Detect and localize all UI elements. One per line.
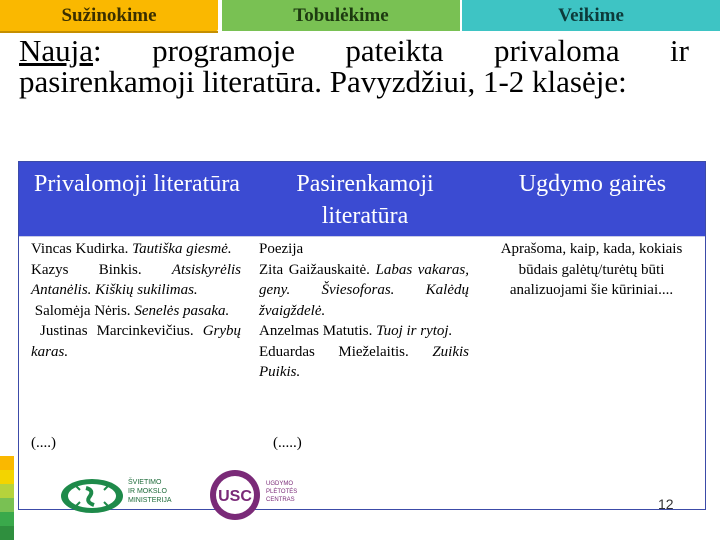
tab-label: Tobulėkime (293, 4, 389, 26)
center-logo (208, 468, 318, 524)
guidelines-text: Aprašoma, kaip, kada, kokiais būdais galėtų/turėtų būti analizuojami šie kūriniai.... (500, 241, 683, 298)
list-item: Vincas Kudirka. Tautiška giesmė. (31, 241, 232, 257)
center-abbr: USC (218, 488, 252, 505)
header-optional: Pasirenkamoji literatūra (296, 171, 434, 229)
mandatory-more: (....) (31, 435, 56, 451)
tab-veikime[interactable] (462, 0, 720, 31)
list-item: Anzelmas Matutis. Tuoj ir rytoj. (259, 323, 453, 339)
heading-lead: Nauja (19, 33, 94, 68)
table-header (19, 162, 705, 236)
header-divider (19, 236, 705, 237)
page-number: 12 (658, 496, 674, 512)
logo-text: CENTRAS (266, 497, 295, 503)
header-guidelines: Ugdymo gairės (518, 171, 667, 197)
optional-list (259, 239, 469, 383)
logo-text: PLĖTOTĖS (266, 489, 298, 495)
logo-text: UGDYMO (266, 481, 293, 487)
tab-suzinokime[interactable] (0, 0, 218, 31)
heading-text: : programoje pateikta privaloma ir pasirenkamoji literatūra. Pavyzdžiui, 1-2 klasėje: (19, 33, 689, 99)
header-mandatory: Privalomoji literatūra (34, 171, 240, 197)
list-item: Eduardas Mieželaitis. Zuikis Puikis. (259, 343, 469, 380)
logo-text: MINISTERIJA (128, 497, 172, 504)
ministry-logo (58, 476, 188, 516)
list-item: Kazys Binkis. Atsiskyrėlis Antanėlis. Kiškių sukilimas. (31, 261, 241, 298)
list-item: Zita Gaižauskaitė. Labas vakaras, geny. Šviesoforas. Kalėdų žvaigždelė. (259, 261, 470, 319)
list-item: Justinas Marcinkevičius. Grybų karas. (31, 323, 242, 360)
tab-label: Veikime (558, 4, 624, 26)
slide-heading (19, 35, 689, 97)
center-emblem-icon (208, 468, 262, 522)
literature-table (18, 161, 706, 510)
list-item: Salomėja Nėris. Senelės pasaka. (34, 302, 230, 319)
logo-text: IR MOKSLO (128, 488, 167, 495)
tab-tobulekime[interactable] (222, 0, 460, 31)
genre-label: Poezija (259, 241, 304, 257)
optional-more: (.....) (273, 435, 302, 451)
logo-text: ŠVIETIMO (128, 479, 162, 486)
tab-label: Sužinokime (61, 4, 157, 26)
mandatory-list (31, 239, 241, 362)
